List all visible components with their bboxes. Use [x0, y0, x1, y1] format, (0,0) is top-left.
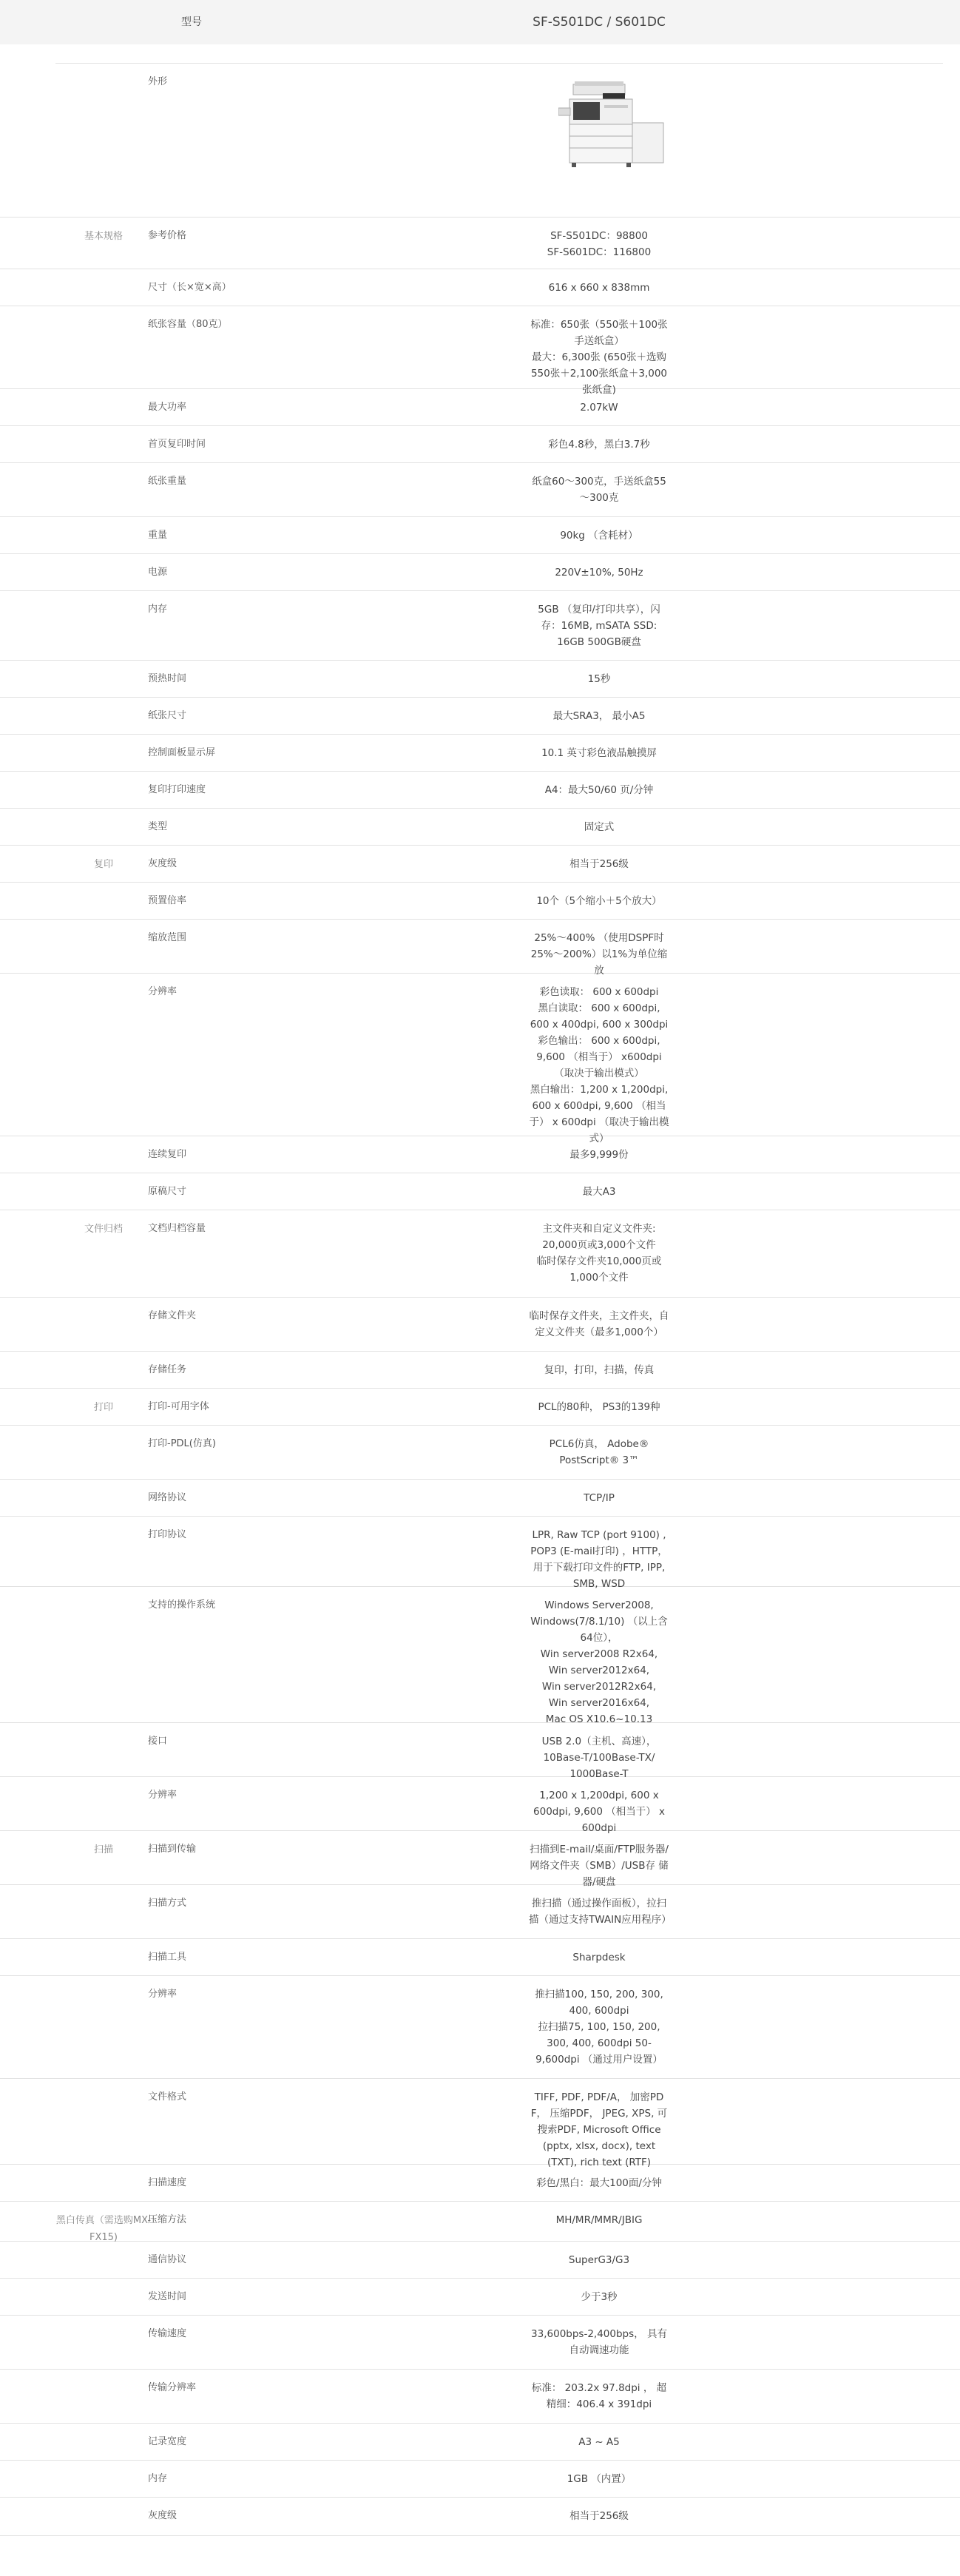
spec-value: MH/MR/MMR/JBIG [555, 2214, 643, 2226]
spec-name: 控制面板显示屏 [148, 747, 216, 758]
spec-value: 最大SRA3， 最小A5 [552, 710, 646, 722]
spec-value: 复印，打印，扫描，传真 [544, 1364, 655, 1376]
spec-category: 打印 [93, 1402, 113, 1413]
spec-name: 连续复印 [148, 1149, 187, 1160]
spec-value: A4：最大50/60 页/分钟 [544, 784, 654, 796]
spec-value: 10.1 英寸彩色液晶触摸屏 [541, 747, 657, 759]
spec-row [0, 2498, 960, 2536]
spec-value: SF-S501DC：98800 SF-S601DC：116800 [547, 230, 652, 258]
spec-row [0, 2316, 960, 2370]
spec-value: 彩色/黑白：最大100面/分钟 [536, 2177, 662, 2189]
spec-row [0, 1587, 960, 1723]
spec-name: 预置倍率 [148, 895, 187, 906]
spec-value: 最多9,999份 [569, 1149, 629, 1161]
model-name: SF-S501DC / S601DC [533, 15, 666, 30]
spec-name: 类型 [148, 821, 168, 832]
spec-value: PCL的80种， PS3的139种 [538, 1401, 660, 1413]
spec-row [0, 735, 960, 772]
spec-row [0, 1426, 960, 1480]
spec-value: LPR, Raw TCP (port 9100) , POP3 (E-mail打印) ，HTTP，用于下载打印文件的FTP, IPP, SMB, WSD [530, 1529, 668, 1590]
spec-name: 存储任务 [148, 1364, 187, 1375]
spec-row [0, 1389, 960, 1426]
spec-name: 原稿尺寸 [148, 1186, 187, 1197]
spec-value: A3 ~ A5 [578, 2436, 620, 2448]
spec-row [0, 920, 960, 977]
spec-value: PCL6仿真， Adobe® PostScript® 3™ [549, 1438, 649, 1466]
spec-value: 相当于256级 [569, 858, 629, 870]
spec-category: 基本规格 [84, 231, 123, 242]
spec-value: 推扫描（通过操作面板），拉扫描（通过支持TWAIN应用程序） [529, 1898, 672, 1926]
product-image [558, 78, 669, 180]
spec-name: 发送时间 [148, 2291, 187, 2302]
spec-value: 90kg （含耗材） [560, 530, 638, 542]
spec-value: 固定式 [584, 821, 615, 833]
spec-row [0, 389, 960, 426]
spec-name: 存储文件夹 [148, 1310, 197, 1321]
spec-value: SuperG3/G3 [568, 2254, 630, 2266]
spec-name: 文件格式 [148, 2091, 187, 2103]
spec-value: 2.07kW [580, 402, 618, 414]
spec-value: 推扫描100, 150, 200, 300, 400, 600dpi 拉扫描75, 100, 150, 200, 300, 400, 600dpi 50-9,600dpi （通过用户设置） [535, 1989, 663, 2066]
spec-name: 网络协议 [148, 1492, 187, 1503]
spec-value: USB 2.0（主机、高速）， 10Base-T/100Base-TX/ 1000Base-T [541, 1736, 657, 1780]
spec-name: 扫描工具 [148, 1952, 187, 1963]
spec-value: 彩色4.8秒，黑白3.7秒 [548, 439, 650, 451]
spec-row [0, 1517, 960, 1590]
spec-row [0, 772, 960, 809]
spec-value: 15秒 [587, 673, 611, 685]
spec-table [0, 64, 960, 2536]
spec-name: 分辨率 [148, 1989, 178, 2000]
spec-row [0, 2370, 960, 2424]
spec-value: 1,200 x 1,200dpi, 600 x 600dpi, 9,600 （相当于） x 600dpi [533, 1790, 665, 1834]
spec-value: 彩色读取： 600 x 600dpi 黑白读取： 600 x 600dpi, 600 x 400dpi, 600 x 300dpi 彩色输出： 600 x 600dpi, 9,600 （相当于） x600dpi （取决于输出模式） 黑白输出：1,200 x 1,200dpi, 600 x 600dpi, 9,600 （相当于） x 600dpi （取决于输出模式） [529, 986, 669, 1144]
spec-value: Sharpdesk [572, 1952, 626, 1963]
spec-name: 纸张尺寸 [148, 710, 187, 721]
spec-name: 传输速度 [148, 2328, 187, 2339]
spec-row [0, 426, 960, 463]
spec-value: 25%～400% （使用DSPF时25%～200%）以1%为单位缩放 [530, 932, 668, 977]
spec-name: 灰度级 [148, 858, 178, 869]
spec-name: 最大功率 [148, 402, 187, 413]
spec-name: 纸张容量（80克） [148, 319, 228, 330]
spec-name: 参考价格 [148, 230, 187, 241]
spec-row [0, 1352, 960, 1389]
spec-value: TIFF, PDF, PDF/A， 加密PD F， 压缩PDF， JPEG, XPS, 可搜索PDF, Microsoft Office (pptx, xlsx, docx), text (TXT), rich text (RTF) [530, 2091, 668, 2168]
spec-category: 复印 [93, 859, 113, 870]
spec-row [0, 2242, 960, 2279]
spec-row [0, 809, 960, 846]
spec-row [0, 554, 960, 591]
spec-row [0, 591, 960, 661]
spec-name: 重量 [148, 530, 168, 541]
spec-row [0, 698, 960, 735]
spec-row [0, 2165, 960, 2202]
spec-row [0, 1480, 960, 1517]
spec-header [0, 0, 960, 44]
spec-category: 黑白传真（需选购MX-FX15) [55, 2215, 152, 2243]
spec-value: 标准： 203.2x 97.8dpi ， 超精细：406.4 x 391dpi [531, 2382, 667, 2410]
spec-value: 临时保存文件夹，主文件夹，自定义文件夹（最多1,000个） [529, 1310, 669, 1338]
model-label: 型号 [181, 16, 202, 28]
spec-name: 分辨率 [148, 1790, 178, 1801]
spec-value: 33,600bps-2,400bps， 具有自动调速功能 [531, 2328, 667, 2356]
spec-row [0, 218, 960, 269]
spec-row [0, 1136, 960, 1173]
spec-name: 纸张重量 [148, 476, 187, 487]
spec-row [0, 306, 960, 396]
spec-row [0, 1976, 960, 2079]
spec-row [0, 2279, 960, 2316]
spec-name: 传输分辨率 [148, 2382, 197, 2393]
spec-row [0, 1210, 960, 1298]
spec-row [0, 269, 960, 306]
spec-name: 记录宽度 [148, 2436, 187, 2447]
spec-value: 扫描到E-mail/桌面/FTP服务器/网络文件夹（SMB）/USB存 储器/硬盘 [530, 1844, 669, 1888]
spec-name: 打印-可用字体 [148, 1401, 209, 1412]
spec-value: Windows Server2008, Windows(7/8.1/10) （以上含64位）， Win server2008 R2x64, Win server2012x64, Win server2012R2x64, Win server2016x64, Mac OS X10.6~10.13 [530, 1599, 668, 1725]
spec-name: 预热时间 [148, 673, 187, 684]
spec-name: 电源 [148, 567, 168, 578]
spec-row [0, 517, 960, 554]
spec-name: 通信协议 [148, 2254, 187, 2265]
spec-value: 相当于256级 [569, 2510, 629, 2522]
spec-value: 1GB （内置） [567, 2473, 632, 2485]
spec-row [0, 1723, 960, 1780]
spec-row [0, 2424, 960, 2461]
spec-value: 最大A3 [582, 1186, 616, 1198]
spec-row [0, 1831, 960, 1888]
spec-row [0, 1298, 960, 1352]
spec-name: 灰度级 [148, 2510, 178, 2521]
spec-row [0, 64, 960, 218]
spec-row [0, 1939, 960, 1976]
spec-name: 压缩方法 [148, 2214, 187, 2225]
spec-row [0, 2461, 960, 2498]
spec-name: 分辨率 [148, 986, 178, 997]
spec-row [0, 1885, 960, 1939]
spec-name: 打印-PDL(仿真) [148, 1438, 216, 1449]
spec-row [0, 661, 960, 698]
spec-value: 616 x 660 x 838mm [548, 282, 650, 294]
spec-name: 扫描到传输 [148, 1844, 197, 1855]
spec-row [0, 463, 960, 517]
spec-row [0, 974, 960, 1144]
spec-row [0, 846, 960, 883]
spec-name: 尺寸（长×宽×高） [148, 282, 231, 293]
spec-name: 扫描速度 [148, 2177, 187, 2188]
spec-category: 文件归档 [84, 1224, 123, 1235]
spec-row [0, 2079, 960, 2168]
spec-value: 纸盒60～300克，手送纸盒55～300克 [532, 476, 666, 504]
spec-name: 文档归档容量 [148, 1223, 206, 1234]
spec-name: 缩放范围 [148, 932, 187, 943]
spec-name: 扫描方式 [148, 1898, 187, 1909]
spec-name: 复印打印速度 [148, 784, 206, 795]
spec-name: 接口 [148, 1736, 168, 1747]
spec-row [0, 1777, 960, 1834]
spec-name: 打印协议 [148, 1529, 187, 1540]
spec-name: 首页复印时间 [148, 439, 206, 450]
spec-row [0, 1173, 960, 1210]
spec-name: 内存 [148, 2473, 168, 2484]
spec-name: 支持的操作系统 [148, 1599, 216, 1611]
spec-name: 内存 [148, 604, 168, 615]
spec-value: 220V±10%, 50Hz [555, 567, 643, 579]
spec-row [0, 2202, 960, 2242]
spec-name: 外形 [148, 76, 168, 87]
spec-value: 主文件夹和自定义文件夹: 20,000页或3,000个文件 临时保存文件夹10,000页或1,000个文件 [536, 1223, 662, 1284]
spec-value: 少于3秒 [581, 2291, 618, 2303]
spec-row [0, 883, 960, 920]
spec-value: 5GB （复印/打印共享），闪存：16MB, mSATA SSD: 16GB 500GB硬盘 [538, 604, 660, 648]
spec-value: TCP/IP [584, 1492, 615, 1504]
spec-value: 标准：650张（550张＋100张手送纸盒） 最大：6,300张 (650张＋选购550张＋2,100张纸盒＋3,000张纸盒) [530, 319, 668, 396]
spec-category: 扫描 [93, 1844, 113, 1855]
spec-value: 10个（5个缩小＋5个放大） [536, 895, 662, 907]
